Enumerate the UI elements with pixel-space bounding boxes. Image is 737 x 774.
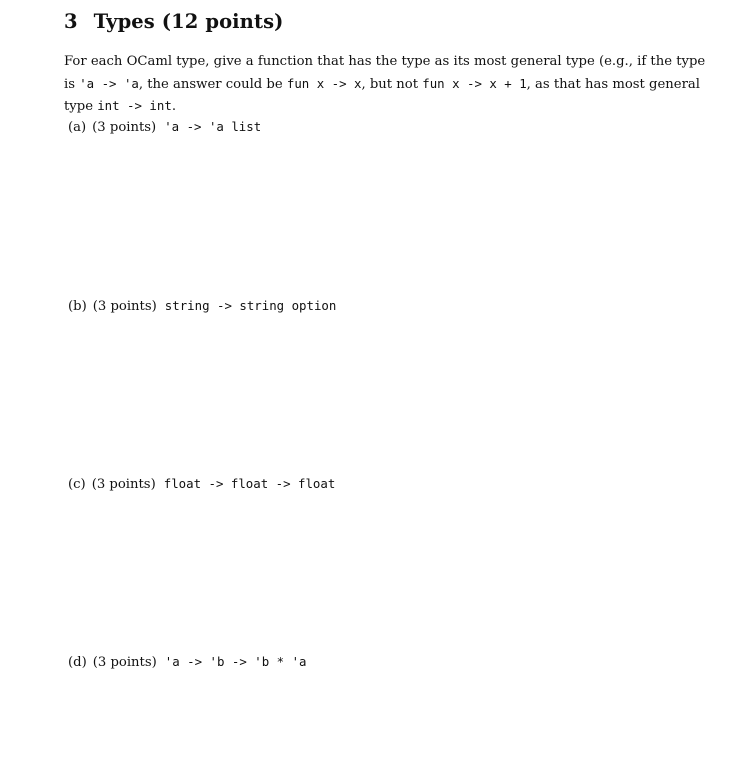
question-points: (3 points)	[92, 299, 157, 314]
counter-example-code: fun x -> x + 1	[422, 76, 527, 91]
question-points: (3 points)	[92, 655, 157, 670]
question-type-code: 'a -> 'a list	[164, 119, 262, 134]
counter-example-type-code: int -> int	[97, 98, 172, 113]
question-label: (c)	[68, 477, 86, 492]
instructions-text: .	[171, 99, 177, 114]
instructions-text: , as that has most general	[526, 77, 700, 92]
instructions-paragraph	[64, 51, 706, 117]
question-type-code: 'a -> 'b -> 'b * 'a	[164, 654, 307, 669]
question-points: (3 points)	[91, 477, 156, 492]
instructions-text: , but not	[361, 77, 423, 92]
question-points: (3 points)	[92, 120, 157, 135]
question-label: (b)	[68, 299, 87, 314]
instructions-line-3	[64, 95, 694, 117]
question-b	[68, 297, 336, 316]
instructions-line-2	[64, 73, 700, 95]
question-d	[68, 653, 307, 672]
question-label: (d)	[68, 655, 87, 670]
instructions-text: is	[64, 77, 80, 92]
section-title: Types (12 points)	[93, 10, 284, 33]
instructions-text: type	[64, 99, 98, 114]
instructions-text: , the answer could be	[138, 77, 287, 92]
question-c	[68, 475, 335, 494]
question-type-code: string -> string option	[164, 298, 337, 313]
example-answer-code: fun x -> x	[286, 76, 362, 91]
instructions-line-1: For each OCaml type, give a function that has the type as its most general type (e.g., if the type	[64, 54, 706, 69]
section-heading	[64, 10, 283, 33]
question-type-code: float -> float -> float	[163, 476, 336, 491]
example-type-code: 'a -> 'a	[79, 76, 139, 91]
question-label: (a)	[68, 120, 87, 135]
question-a	[68, 118, 261, 137]
section-number: 3	[64, 10, 78, 33]
